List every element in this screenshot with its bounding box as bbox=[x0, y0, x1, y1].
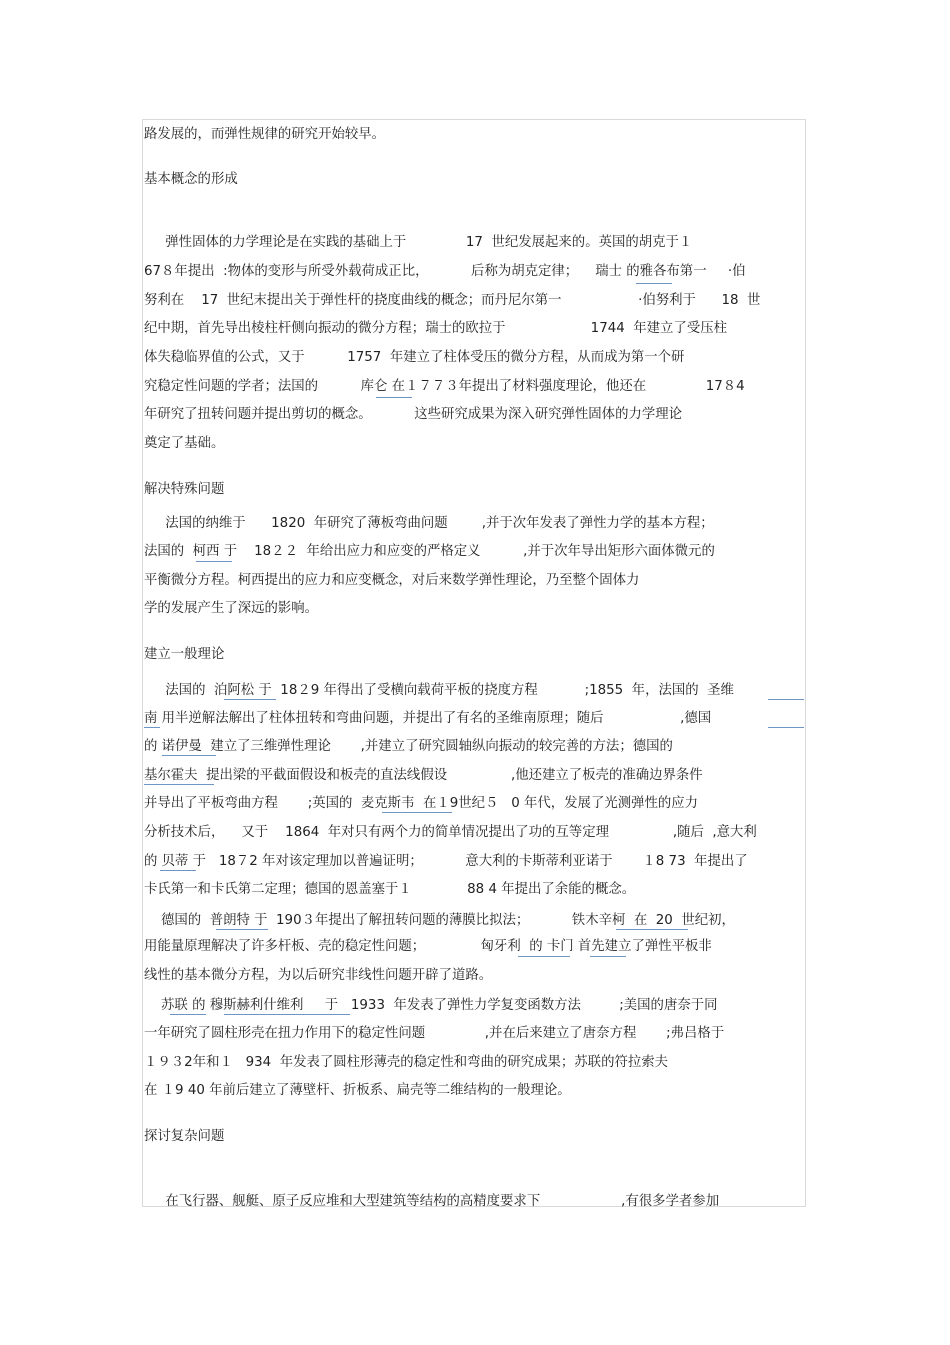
text-line-24: 卡氏第一和卡氏第二定理；德国的恩盖塞于１ 88 4 年提出了余能的概念。 bbox=[144, 882, 636, 897]
section-heading-basic-concepts: 基本概念的形成 bbox=[144, 172, 238, 187]
link-underline-jierhuofu[interactable] bbox=[144, 784, 214, 785]
text-line-31: 在 １9 40 年前后建立了薄壁杆、折板系、扁壳等二维结构的一般理论。 bbox=[144, 1083, 571, 1098]
text-line-12: 法国的纳维于 1820 年研究了薄板弯曲问题 ,并于次年发表了弹性力学的基本方程； bbox=[144, 516, 714, 531]
text-line-25: 德国的 普朗特 于 190３年提出了解扭转问题的薄膜比拟法； 铁木辛柯 在 20 世纪初， bbox=[144, 913, 735, 928]
link-underline-kulun[interactable] bbox=[376, 397, 412, 398]
link-underline-deguo[interactable] bbox=[768, 727, 804, 728]
text-line-27: 线性的基本微分方程，为以后研究非线性问题开辟了道路。 bbox=[144, 968, 493, 983]
text-line-26: 用能量原理解决了许多杆板、壳的稳定性问题； 匈牙利 的 卡门 首先建立了弹性平板非 bbox=[144, 939, 712, 954]
text-line-9: 年研究了扭转问题并提出剪切的概念。 这些研究成果为深入研究弹性固体的力学理论 bbox=[144, 407, 683, 422]
text-line-21: 并导出了平板弯曲方程 ;英国的 麦克斯韦 在１9世纪５ 0 年代，发展了光测弹性的应力 bbox=[144, 796, 699, 811]
link-underline-nuoyiman[interactable] bbox=[162, 755, 216, 756]
link-underline-ruishi[interactable] bbox=[636, 283, 672, 284]
text-line-6: 纪中期，首先导出棱柱杆侧向振动的微分方程；瑞士的欧拉于 1744 年建立了受压柱 bbox=[144, 321, 727, 336]
text-line-10: 奠定了基础。 bbox=[144, 436, 225, 451]
text-line-29: 一年研究了圆柱形壳在扭力作用下的稳定性问题 ,并在后来建立了唐奈方程 ;弗吕格于 bbox=[144, 1026, 725, 1041]
text-line-15: 学的发展产生了深远的影响。 bbox=[144, 601, 319, 616]
text-line-5: 努利在 17 世纪末提出关于弹性杆的挠度曲线的概念；而丹尼尔第一 ·伯努利于 18 世 bbox=[144, 293, 761, 308]
section-heading-special-problems: 解决特殊问题 bbox=[144, 482, 225, 497]
text-line-1: 路发展的，而弹性规律的研究开始较早。 bbox=[144, 127, 386, 142]
text-line-18: 南 用半逆解法解出了柱体扭转和弯曲问题，并提出了有名的圣维南原理；随后 ,德国 bbox=[144, 711, 712, 726]
link-underline-beidi[interactable] bbox=[160, 870, 196, 871]
link-underline-tiemuxinke[interactable] bbox=[616, 929, 688, 930]
text-line-28: 苏联 的 穆斯赫利什维利 于 1933 年发表了弹性力学复变函数方法 ;美国的唐奈于同 bbox=[144, 998, 718, 1013]
page-frame bbox=[142, 119, 806, 1207]
text-line-7: 体失稳临界值的公式，又于 1757 年建立了柱体受压的微分方程，从而成为第一个研 bbox=[144, 350, 685, 365]
text-line-33: 在飞行器、舰艇、原子反应堆和大型建筑等结构的高精度要求下 ,有很多学者参加 bbox=[144, 1194, 720, 1209]
link-underline-pulangte[interactable] bbox=[216, 929, 268, 930]
text-line-17: 法国的 泊阿松 于 18２9 年得出了受横向载荷平板的挠度方程 ;1855 年，法国的 圣维 bbox=[144, 683, 734, 698]
text-line-19: 的 诺伊曼 建立了三维弹性理论 ,并建立了研究圆轴纵向振动的较完善的方法；德国的 bbox=[144, 739, 673, 754]
link-underline-shengweinan-2[interactable] bbox=[144, 727, 160, 728]
link-underline-xiongyali[interactable] bbox=[518, 956, 570, 957]
link-underline-sulian[interactable] bbox=[170, 1014, 206, 1015]
section-heading-complex-problems: 探讨复杂问题 bbox=[144, 1129, 225, 1144]
link-underline-maikesiwei[interactable] bbox=[382, 812, 452, 813]
section-heading-general-theory: 建立一般理论 bbox=[144, 647, 225, 662]
text-line-22: 分析技术后， 又于 1864 年对只有两个力的简单情况提出了功的互等定理 ,随后 ,意大利 bbox=[144, 825, 757, 840]
text-line-14: 平衡微分方程。柯西提出的应力和应变概念，对后来数学弹性理论，乃至整个固体力 bbox=[144, 573, 640, 588]
link-underline-kexi[interactable] bbox=[196, 561, 232, 562]
link-underline-shengweinan-1[interactable] bbox=[768, 699, 804, 700]
text-line-4: 67８年提出 :物体的变形与所受外载荷成正比， 后称为胡克定律； 瑞士 的雅各布第一 ·伯 bbox=[144, 264, 746, 279]
link-underline-boasong[interactable] bbox=[224, 699, 276, 700]
text-line-13: 法国的 柯西 于 18２２ 年给出应力和应变的严格定义 ,并于次年导出矩形六面体微元的 bbox=[144, 544, 715, 559]
link-underline-kamen[interactable] bbox=[590, 956, 626, 957]
text-line-30: １９３2年和１ 934 年发表了圆柱形薄壳的稳定性和弯曲的研究成果；苏联的符拉索夫 bbox=[144, 1055, 669, 1070]
text-line-3: 弹性固体的力学理论是在实践的基础上于 17 世纪发展起来的。英国的胡克于１ bbox=[144, 235, 693, 250]
text-line-23: 的 贝蒂 于 18７2 年对该定理加以普遍证明； 意大利的卡斯蒂利亚诺于 １8 73 年提出了 bbox=[144, 854, 748, 869]
link-underline-musihelishenweili[interactable] bbox=[224, 1014, 350, 1015]
text-line-20: 基尔霍夫 提出梁的平截面假设和板壳的直法线假设 ,他还建立了板壳的准确边界条件 bbox=[144, 768, 703, 783]
text-line-8: 究稳定性问题的学者；法国的 库仑 在１７７３年提出了材料强度理论，他还在 17８4 bbox=[144, 379, 745, 394]
